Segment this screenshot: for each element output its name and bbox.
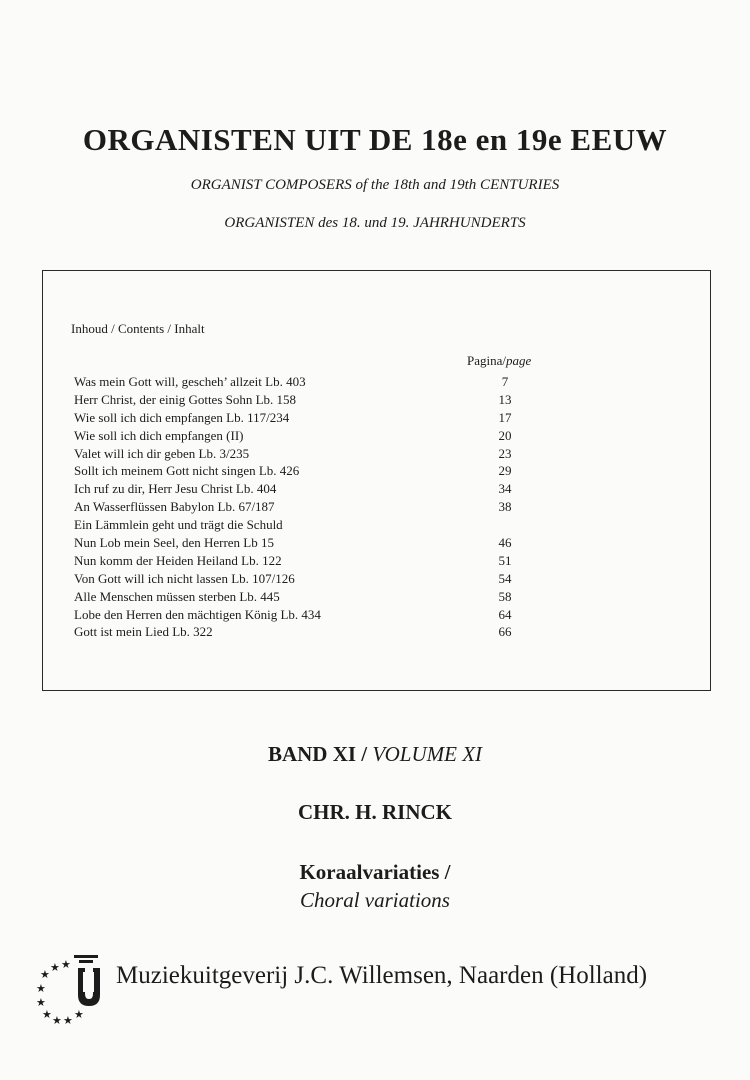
svg-text:★: ★ xyxy=(42,1008,52,1021)
work-title-dutch: Koraalvariaties / xyxy=(299,860,451,884)
toc-page: 51 xyxy=(498,552,512,568)
svg-text:★: ★ xyxy=(63,1014,73,1027)
toc-page: 38 xyxy=(498,499,512,515)
toc-row xyxy=(74,623,674,641)
svg-text:★: ★ xyxy=(52,1014,62,1027)
toc-row xyxy=(74,445,674,463)
toc-row xyxy=(74,409,674,427)
toc-page: 34 xyxy=(498,481,512,497)
toc-title: Ein Lämmlein geht und trägt die Schuld xyxy=(74,517,283,533)
toc-row xyxy=(74,534,674,552)
toc-row xyxy=(74,570,674,588)
subtitle-german: ORGANISTEN des 18. und 19. JAHRHUNDERTS xyxy=(224,215,526,231)
toc-row xyxy=(74,373,674,391)
toc-row xyxy=(74,606,674,624)
toc-title: Nun komm der Heiden Heiland Lb. 122 xyxy=(74,552,282,568)
publisher-logo-icon xyxy=(36,950,108,1028)
toc-title: Lobe den Herren den mächtigen König Lb. 434 xyxy=(74,606,321,622)
toc-title: Gott ist mein Lied Lb. 322 xyxy=(74,624,213,640)
page-label-nl: Pagina/ xyxy=(467,353,506,368)
toc-page: 20 xyxy=(498,427,512,443)
toc-title: Alle Menschen müssen sterben Lb. 445 xyxy=(74,588,280,604)
svg-text:★: ★ xyxy=(36,996,46,1009)
volume-label: VOLUME XI xyxy=(372,742,483,766)
svg-text:★: ★ xyxy=(50,961,60,974)
toc-title: Wie soll ich dich empfangen (II) xyxy=(74,427,244,443)
toc-row xyxy=(74,480,674,498)
svg-text:★: ★ xyxy=(36,982,46,995)
band-label: BAND XI / xyxy=(267,742,368,766)
toc-page: 29 xyxy=(498,463,512,479)
page-column-header xyxy=(467,353,531,369)
toc-title: Von Gott will ich nicht lassen Lb. 107/126 xyxy=(74,570,295,586)
svg-text:★: ★ xyxy=(74,1008,84,1021)
toc-title: Valet will ich dir geben Lb. 3/235 xyxy=(74,445,250,461)
toc-row xyxy=(74,391,674,409)
toc-title: Wie soll ich dich empfangen Lb. 117/234 xyxy=(74,409,290,425)
toc-title: Sollt ich meinem Gott nicht singen Lb. 426 xyxy=(74,463,300,479)
contents-heading: Inhoud / Contents / Inhalt xyxy=(71,321,205,336)
toc-row xyxy=(74,552,674,570)
volume-line xyxy=(0,742,750,767)
toc-title: An Wasserflüssen Babylon Lb. 67/187 xyxy=(74,499,275,515)
toc-page: 58 xyxy=(498,588,512,604)
toc-page: 46 xyxy=(498,535,512,551)
toc-page: 54 xyxy=(498,570,512,586)
toc-page: 17 xyxy=(498,409,512,425)
toc-row xyxy=(74,427,674,445)
page-label-en: page xyxy=(506,353,532,368)
toc-page: 64 xyxy=(498,606,512,622)
svg-text:★: ★ xyxy=(61,958,71,971)
svg-text:★: ★ xyxy=(40,968,50,981)
subtitle-english: ORGANIST COMPOSERS of the 18th and 19th CENTURIES xyxy=(190,177,560,193)
toc-title: Ich ruf zu dir, Herr Jesu Christ Lb. 404 xyxy=(74,481,277,497)
toc-row xyxy=(74,516,674,534)
toc-row xyxy=(74,498,674,516)
toc-page: 7 xyxy=(501,374,509,389)
composer-name: CHR. H. RINCK xyxy=(297,800,452,824)
contents-box xyxy=(42,270,711,691)
toc-title: Nun Lob mein Seel, den Herren Lb 15 xyxy=(74,535,275,551)
work-title-english: Choral variations xyxy=(300,888,450,912)
toc-title: Herr Christ, der einig Gottes Sohn Lb. 158 xyxy=(74,391,297,407)
toc-row xyxy=(74,462,674,480)
toc-page: 66 xyxy=(498,624,512,640)
toc-title: Was mein Gott will, gescheh’ allzeit Lb. 403 xyxy=(74,374,306,389)
toc-page: 13 xyxy=(498,391,512,407)
publisher-name: Muziekuitgeverij J.C. Willemsen, Naarden (Holland) xyxy=(116,962,648,989)
toc-row xyxy=(74,588,674,606)
page-title: ORGANISTEN UIT DE 18e en 19e EEUW xyxy=(82,122,668,157)
contents-list xyxy=(74,373,674,641)
toc-page: 23 xyxy=(498,445,512,461)
